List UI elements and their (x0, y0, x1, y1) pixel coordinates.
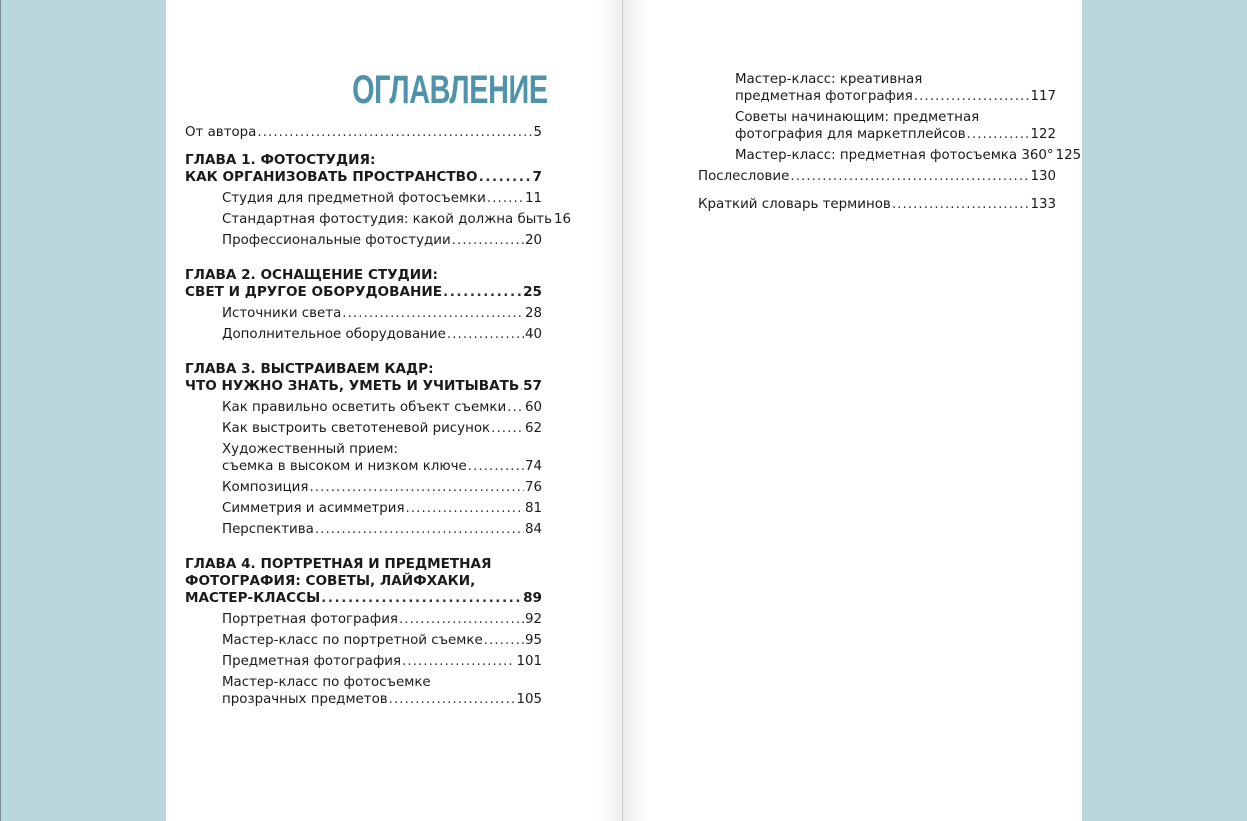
toc-entry[interactable]: фотография для маркетплейсов . . . 122 (698, 126, 1056, 143)
background-edge (0, 0, 1, 821)
left-page (166, 0, 623, 821)
right-page (623, 0, 1082, 821)
chapter-4-entry[interactable]: МАСТЕР-КЛАССЫ . . . 89 (185, 590, 542, 607)
toc-entry[interactable]: Композиция . . . 76 (185, 479, 542, 496)
toc-entry-first-line[interactable]: Художественный прием: (222, 442, 398, 457)
chapter-1-heading[interactable]: ГЛАВА 1. ФОТОСТУДИЯ: (185, 152, 376, 168)
toc-entry[interactable]: Источники света . . . 28 (185, 305, 542, 322)
chapter-4-heading-line2[interactable]: ФОТОГРАФИЯ: СОВЕТЫ, ЛАЙФХАКИ, (185, 573, 476, 589)
toc-entry-author[interactable]: От автора . . . 5 (185, 124, 542, 141)
toc-entry[interactable]: прозрачных предметов . . . 105 (185, 691, 542, 708)
toc-entry[interactable]: предметная фотография . . . 117 (698, 88, 1056, 105)
toc-entry[interactable]: Дополнительное оборудование . . . 40 (185, 326, 542, 343)
toc-right (698, 71, 1082, 213)
toc-entry[interactable]: Симметрия и асимметрия . . . 81 (185, 500, 542, 517)
toc-entry[interactable]: Как правильно осветить объект съемки . . . 60 (185, 399, 542, 416)
toc-entry-afterword[interactable]: Послесловие . . . 130 (698, 168, 1056, 185)
page-title: ОГЛАВЛЕНИЕ (352, 68, 548, 112)
toc-entry[interactable]: съемка в высоком и низком ключе . . . 74 (185, 458, 542, 475)
toc-entry[interactable]: Перспектива . . . 84 (185, 521, 542, 538)
chapter-1-entry[interactable]: КАК ОРГАНИЗОВАТЬ ПРОСТРАНСТВО . . . 7 (185, 169, 542, 186)
toc-entry[interactable]: Как выстроить светотеневой рисунок . . . 62 (185, 420, 542, 437)
chapter-2-heading[interactable]: ГЛАВА 2. ОСНАЩЕНИЕ СТУДИИ: (185, 267, 438, 283)
chapter-4-heading[interactable]: ГЛАВА 4. ПОРТРЕТНАЯ И ПРЕДМЕТНАЯ (185, 556, 492, 572)
chapter-3-heading[interactable]: ГЛАВА 3. ВЫСТРАИВАЕМ КАДР: (185, 361, 434, 377)
toc-entry[interactable]: Студия для предметной фотосъемки . . . 11 (185, 190, 542, 207)
toc-entry[interactable]: Стандартная фотостудия: какой должна быть 16 (222, 212, 572, 227)
chapter-3-entry[interactable]: ЧТО НУЖНО ЗНАТЬ, УМЕТЬ И УЧИТЫВАТЬ . . . 57 (185, 378, 542, 395)
toc-entry[interactable]: Портретная фотография . . . 92 (185, 611, 542, 628)
toc-entry-glossary[interactable]: Краткий словарь терминов . . . 133 (698, 196, 1056, 213)
chapter-2-entry[interactable]: СВЕТ И ДРУГОЕ ОБОРУДОВАНИЕ . . . 25 (185, 284, 542, 301)
toc-entry-first-line[interactable]: Советы начинающим: предметная (735, 110, 980, 125)
book-spine (622, 0, 623, 821)
toc-entry[interactable]: Предметная фотография . . . 101 (185, 653, 542, 670)
toc-entry[interactable]: Мастер-класс по портретной съемке . . . 95 (185, 632, 542, 649)
toc-left (185, 124, 572, 708)
toc-entry-first-line[interactable]: Мастер-класс: креативная (735, 72, 923, 87)
toc-entry-first-line[interactable]: Мастер-класс по фотосъемке (222, 675, 431, 690)
toc-entry[interactable]: Мастер-класс: предметная фотосъемка 360° 125 (735, 148, 1082, 163)
toc-entry[interactable]: Профессиональные фотостудии . . . 20 (185, 232, 542, 249)
